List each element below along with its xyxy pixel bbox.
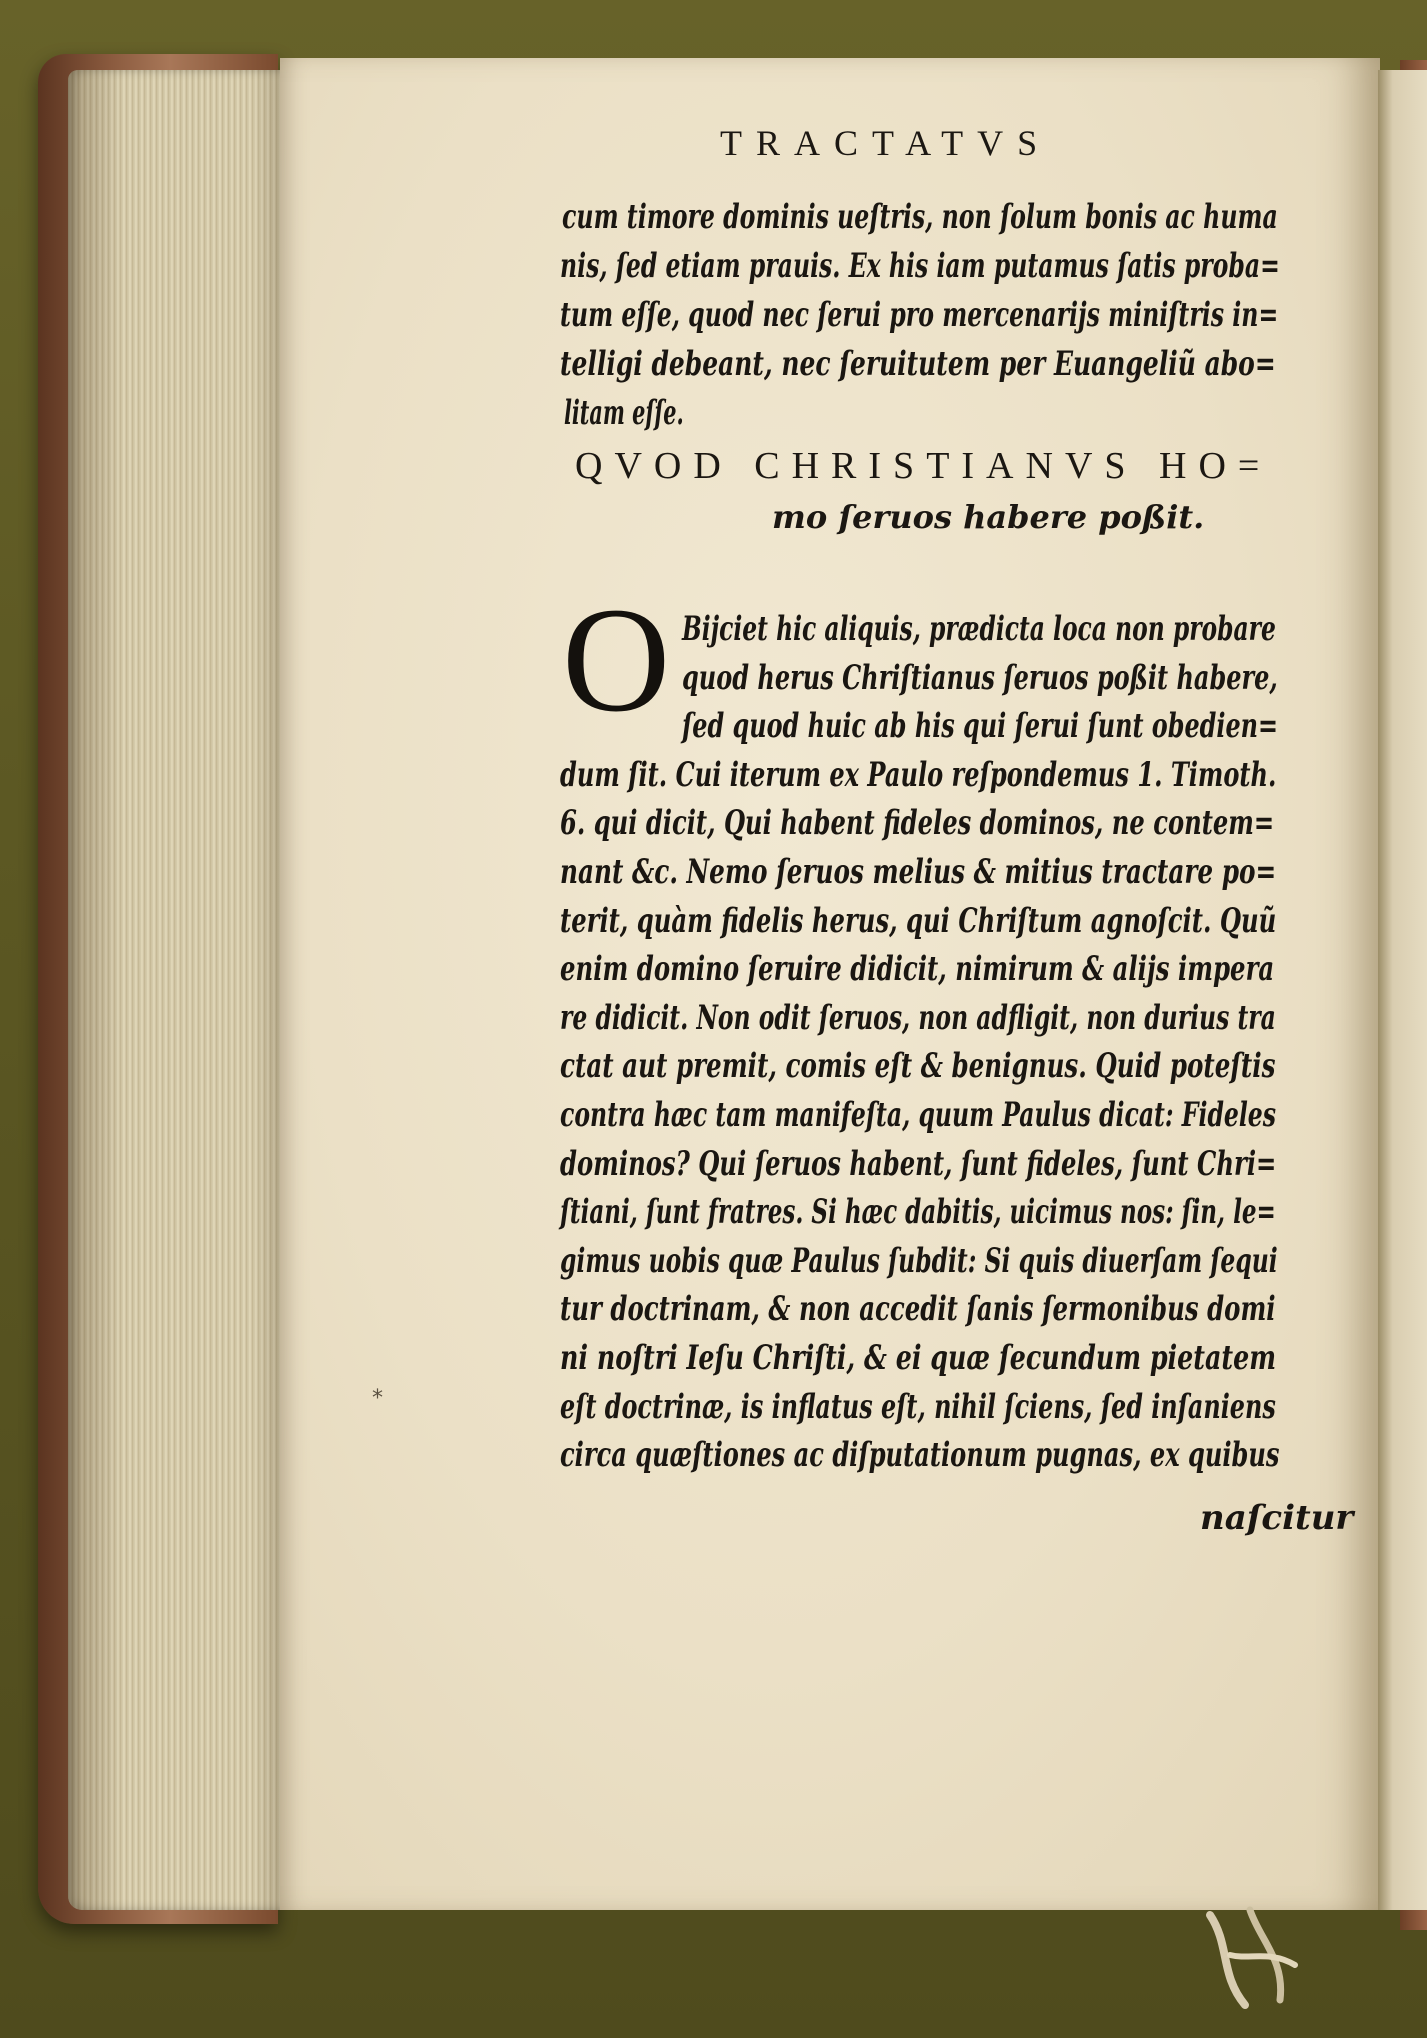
section-heading: QVOD CHRISTIANVS HO= xyxy=(575,445,1272,487)
text-line: gimus uobis quæ Paulus ſubdit: Si quis diuerſam ſequi xyxy=(560,1240,1278,1281)
drop-cap-initial: O xyxy=(562,577,671,743)
text-line: cum timore dominis ueſtris, non ſolum bonis ac huma xyxy=(562,197,1278,237)
running-head: TRACTATVS xyxy=(720,123,1052,163)
text-line: ni noſtri Ieſu Chriſti, & ei quæ ſecundum pietatem xyxy=(560,1338,1277,1378)
text-line: contra hæc tam manifeſta, quum Paulus dicat: Fideles xyxy=(560,1095,1277,1135)
text-line: ſtiani, ſunt fratres. Si hæc dabitis, uicimus nos: ſin, le= xyxy=(560,1192,1276,1233)
text-line: telligi debeant, nec ſeruitutem per Euangeliũ abo= xyxy=(560,344,1276,384)
text-line: eſt doctrinæ, is inflatus eſt, nihil ſciens, ſed inſaniens xyxy=(560,1386,1276,1427)
text-line: tur doctrinam, & non accedit ſanis ſermonibus domi xyxy=(560,1289,1276,1330)
binding-thread-icon xyxy=(1190,1905,1310,2015)
text-line: ctat aut premit, comis eſt & benignus. Quid poteſtis xyxy=(560,1046,1276,1087)
text-line: Bijciet hic aliquis, prædicta loca non probare xyxy=(682,609,1276,649)
text-line: nis, ſed etiam prauis. Ex his iam putamus ſatis proba= xyxy=(560,246,1280,286)
text-line: terit, quàm fidelis herus, qui Chriſtum agnoſcit. Quũ xyxy=(560,900,1277,941)
text-line: dominos? Qui ſeruos habent, ſunt fideles, ſunt Chri= xyxy=(560,1143,1277,1184)
catchword: naſcitur xyxy=(1200,1498,1354,1538)
facing-page-edge xyxy=(1378,70,1427,1910)
text-line: tum eſſe, quod nec ſerui pro mercenarijs miniſtris in= xyxy=(560,295,1279,335)
margin-mark: * xyxy=(372,1386,383,1411)
text-line: re didicit. Non odit ſeruos, non adfligit, non durius tra xyxy=(560,997,1276,1038)
text-line: litam eſſe. xyxy=(564,393,684,433)
text-line: circa quæſtiones ac diſputationum pugnas, ex quibus xyxy=(560,1435,1280,1476)
text-line: dum ſit. Cui iterum ex Paulo reſpondemus 1. Timoth. xyxy=(560,754,1277,795)
text-line: nant &c. Nemo ſeruos melius & mitius tractare po= xyxy=(560,852,1277,892)
text-line: quod herus Chriſtianus ſeruos poßit habere, xyxy=(682,657,1278,698)
text-line: enim domino ſeruire didicit, nimirum & alijs impera xyxy=(560,949,1275,990)
page-edges-shade xyxy=(68,70,286,1910)
text-line: 6. qui dicit, Qui habent fideles dominos, ne contem= xyxy=(560,803,1275,844)
section-subheading: mo ſeruos habere poßit. xyxy=(772,498,1205,536)
text-line: ſed quod huic ab his qui ſerui ſunt obedien= xyxy=(682,706,1279,747)
